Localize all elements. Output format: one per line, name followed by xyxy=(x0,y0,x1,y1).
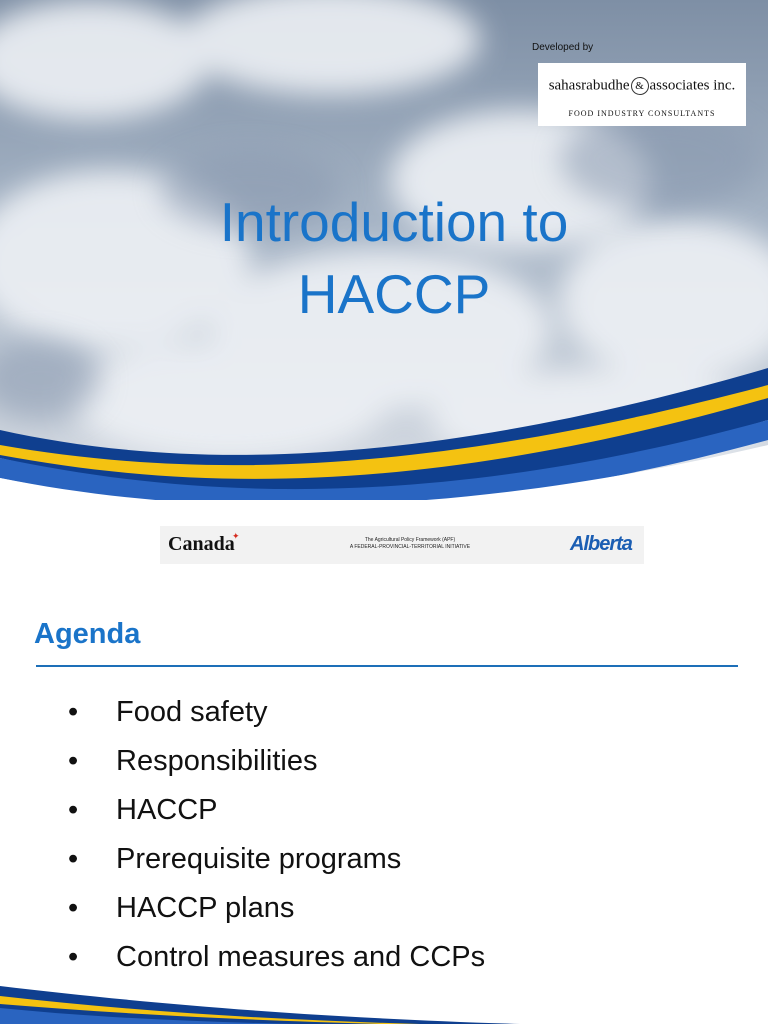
list-item xyxy=(0,696,768,745)
developed-by-label: Developed by xyxy=(532,42,594,53)
consultant-logo xyxy=(538,63,746,126)
bullet-icon: • xyxy=(68,941,79,973)
list-item xyxy=(0,745,768,794)
title-divider xyxy=(36,665,738,667)
list-item-text: Responsibilities xyxy=(116,745,318,777)
list-item-text: Food safety xyxy=(116,696,268,728)
list-item xyxy=(0,892,768,941)
apf-line-2: A FEDERAL-PROVINCIAL-TERRITORIAL INITIATIVE xyxy=(349,544,471,550)
apf-text xyxy=(310,537,510,551)
logo-name-part2: associates inc. xyxy=(649,77,736,94)
logo-ampersand: & xyxy=(631,77,649,95)
logo-name-part1: sahasrabudhe xyxy=(548,77,630,94)
title-line-1: Introduction to xyxy=(219,191,569,253)
list-item-text: Control measures and CCPs xyxy=(116,941,486,973)
list-item-text: HACCP xyxy=(116,794,218,826)
slide-title xyxy=(0,186,768,330)
bullet-icon: • xyxy=(68,745,79,777)
bottom-swoosh xyxy=(0,978,768,1024)
bullet-icon: • xyxy=(68,843,79,875)
title-line-2: HACCP xyxy=(297,263,491,325)
list-item xyxy=(0,794,768,843)
agenda-title: Agenda xyxy=(34,618,141,650)
canada-wordmark: Canada xyxy=(168,533,235,555)
list-item xyxy=(0,843,768,892)
bullet-icon: • xyxy=(68,696,79,728)
list-item-text: Prerequisite programs xyxy=(116,843,402,875)
partner-logos-bar xyxy=(160,526,644,564)
logo-name xyxy=(538,77,746,95)
bullet-icon: • xyxy=(68,892,79,924)
agenda-slide xyxy=(0,588,768,1024)
logo-subtitle: FOOD INDUSTRY CONSULTANTS xyxy=(568,109,716,118)
bullet-icon: • xyxy=(68,794,79,826)
alberta-wordmark: Alberta xyxy=(570,533,632,555)
list-item-text: HACCP plans xyxy=(116,892,295,924)
agenda-list xyxy=(0,696,768,990)
maple-flag-icon: ✦ xyxy=(232,531,240,541)
apf-line-1: The Agricultural Policy Framework (APF) xyxy=(364,537,456,543)
